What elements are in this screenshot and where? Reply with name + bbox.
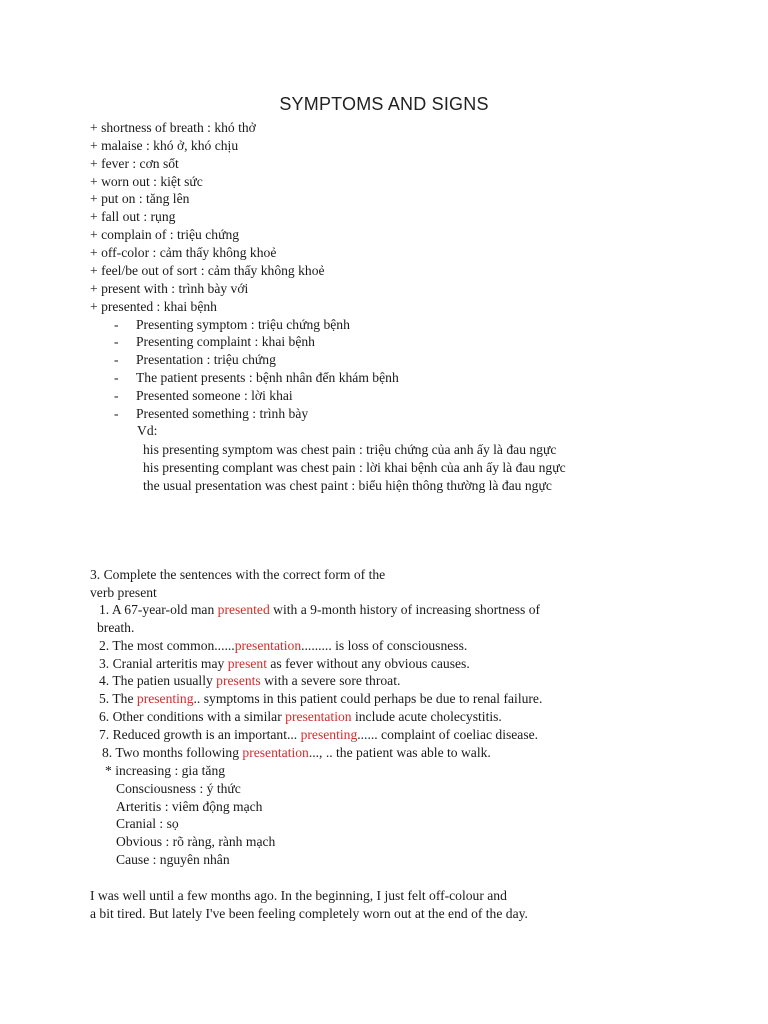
vocab-item: + presented : khai bệnh	[90, 299, 217, 314]
vocab-item: + feel/be out of sort : cảm thấy không khoẻ	[90, 263, 325, 278]
exercise-heading: verb present	[90, 585, 157, 600]
glossary-item: Arteritis : viêm động mạch	[116, 799, 263, 814]
vocab-item: + off-color : cảm thấy không khoẻ	[90, 245, 277, 260]
sub-item: - Presenting symptom : triệu chứng bệnh	[114, 317, 350, 332]
vocab-item: + fever : cơn sốt	[90, 156, 179, 171]
answer: present	[227, 656, 267, 671]
answer: presentation	[285, 709, 352, 724]
glossary-item: Cranial : sọ	[116, 816, 179, 831]
paragraph-line: I was well until a few months ago. In the beginning, I just felt off-colour and	[90, 888, 507, 903]
example-line: his presenting symptom was chest pain : triệu chứng của anh ấy là đau ngực	[143, 442, 557, 457]
vocab-item: + present with : trình bày với	[90, 281, 249, 296]
exercise-sentence-5: 5. The presenting.. symptoms in this patient could perhaps be due to renal failure.	[99, 691, 543, 706]
vocab-item: + complain of : triệu chứng	[90, 227, 240, 242]
glossary-item: Cause : nguyên nhân	[116, 852, 230, 867]
exercise-sentence-4: 4. The patien usually presents with a severe sore throat.	[99, 673, 401, 688]
sub-item: - The patient presents : bệnh nhân đến khám bệnh	[114, 370, 399, 385]
answer: presenting	[136, 691, 194, 706]
vocab-item: + fall out : rụng	[90, 209, 176, 224]
vd-label: Vd:	[137, 423, 158, 438]
vocab-item: + malaise : khó ở, khó chịu	[90, 138, 239, 153]
exercise-sentence-8: 8. Two months following presentation..., .. the patient was able to walk.	[102, 745, 491, 760]
answer: presents	[216, 673, 261, 688]
glossary-item: Consciousness : ý thức	[116, 781, 241, 796]
glossary-item: * increasing : gia tăng	[105, 763, 226, 778]
vocab-item: + shortness of breath : khó thở	[90, 120, 256, 135]
sub-item: - Presenting complaint : khai bệnh	[114, 334, 315, 349]
exercise-sentence-1-cont: breath.	[97, 620, 135, 635]
answer: presented	[217, 602, 270, 617]
exercise-heading: 3. Complete the sentences with the correct form of the	[90, 567, 386, 582]
exercise-sentence-7: 7. Reduced growth is an important... presenting...... complaint of coeliac disease.	[99, 727, 539, 742]
vocab-item: + put on : tăng lên	[90, 191, 190, 206]
answer: presenting	[300, 727, 358, 742]
sub-item: - Presented someone : lời khai	[114, 388, 293, 403]
answer: presentation	[234, 638, 302, 653]
exercise-sentence-1: 1. A 67-year-old man presented with a 9-month history of increasing shortness of	[99, 602, 541, 617]
exercise-sentence-6: 6. Other conditions with a similar presentation include acute cholecystitis.	[99, 709, 502, 724]
exercise-sentence-2: 2. The most common......presentation......... is loss of consciousness.	[99, 638, 468, 653]
vocab-item: + worn out : kiệt sức	[90, 174, 203, 189]
glossary-item: Obvious : rõ ràng, rành mạch	[116, 834, 276, 849]
answer: presentation	[242, 745, 309, 760]
exercise-sentence-3: 3. Cranial arteritis may present as fever without any obvious causes.	[99, 656, 470, 671]
example-line: the usual presentation was chest paint : biểu hiện thông thường là đau ngực	[143, 478, 552, 493]
paragraph-line: a bit tired. But lately I've been feeling completely worn out at the end of the day.	[90, 906, 528, 921]
sub-item: - Presented something : trình bày	[114, 406, 309, 421]
page-title: SYMPTOMS AND SIGNS	[279, 94, 489, 114]
example-line: his presenting complant was chest pain : lời khai bệnh của anh ấy là đau ngực	[143, 460, 566, 475]
sub-item: - Presentation : triệu chứng	[114, 352, 276, 367]
